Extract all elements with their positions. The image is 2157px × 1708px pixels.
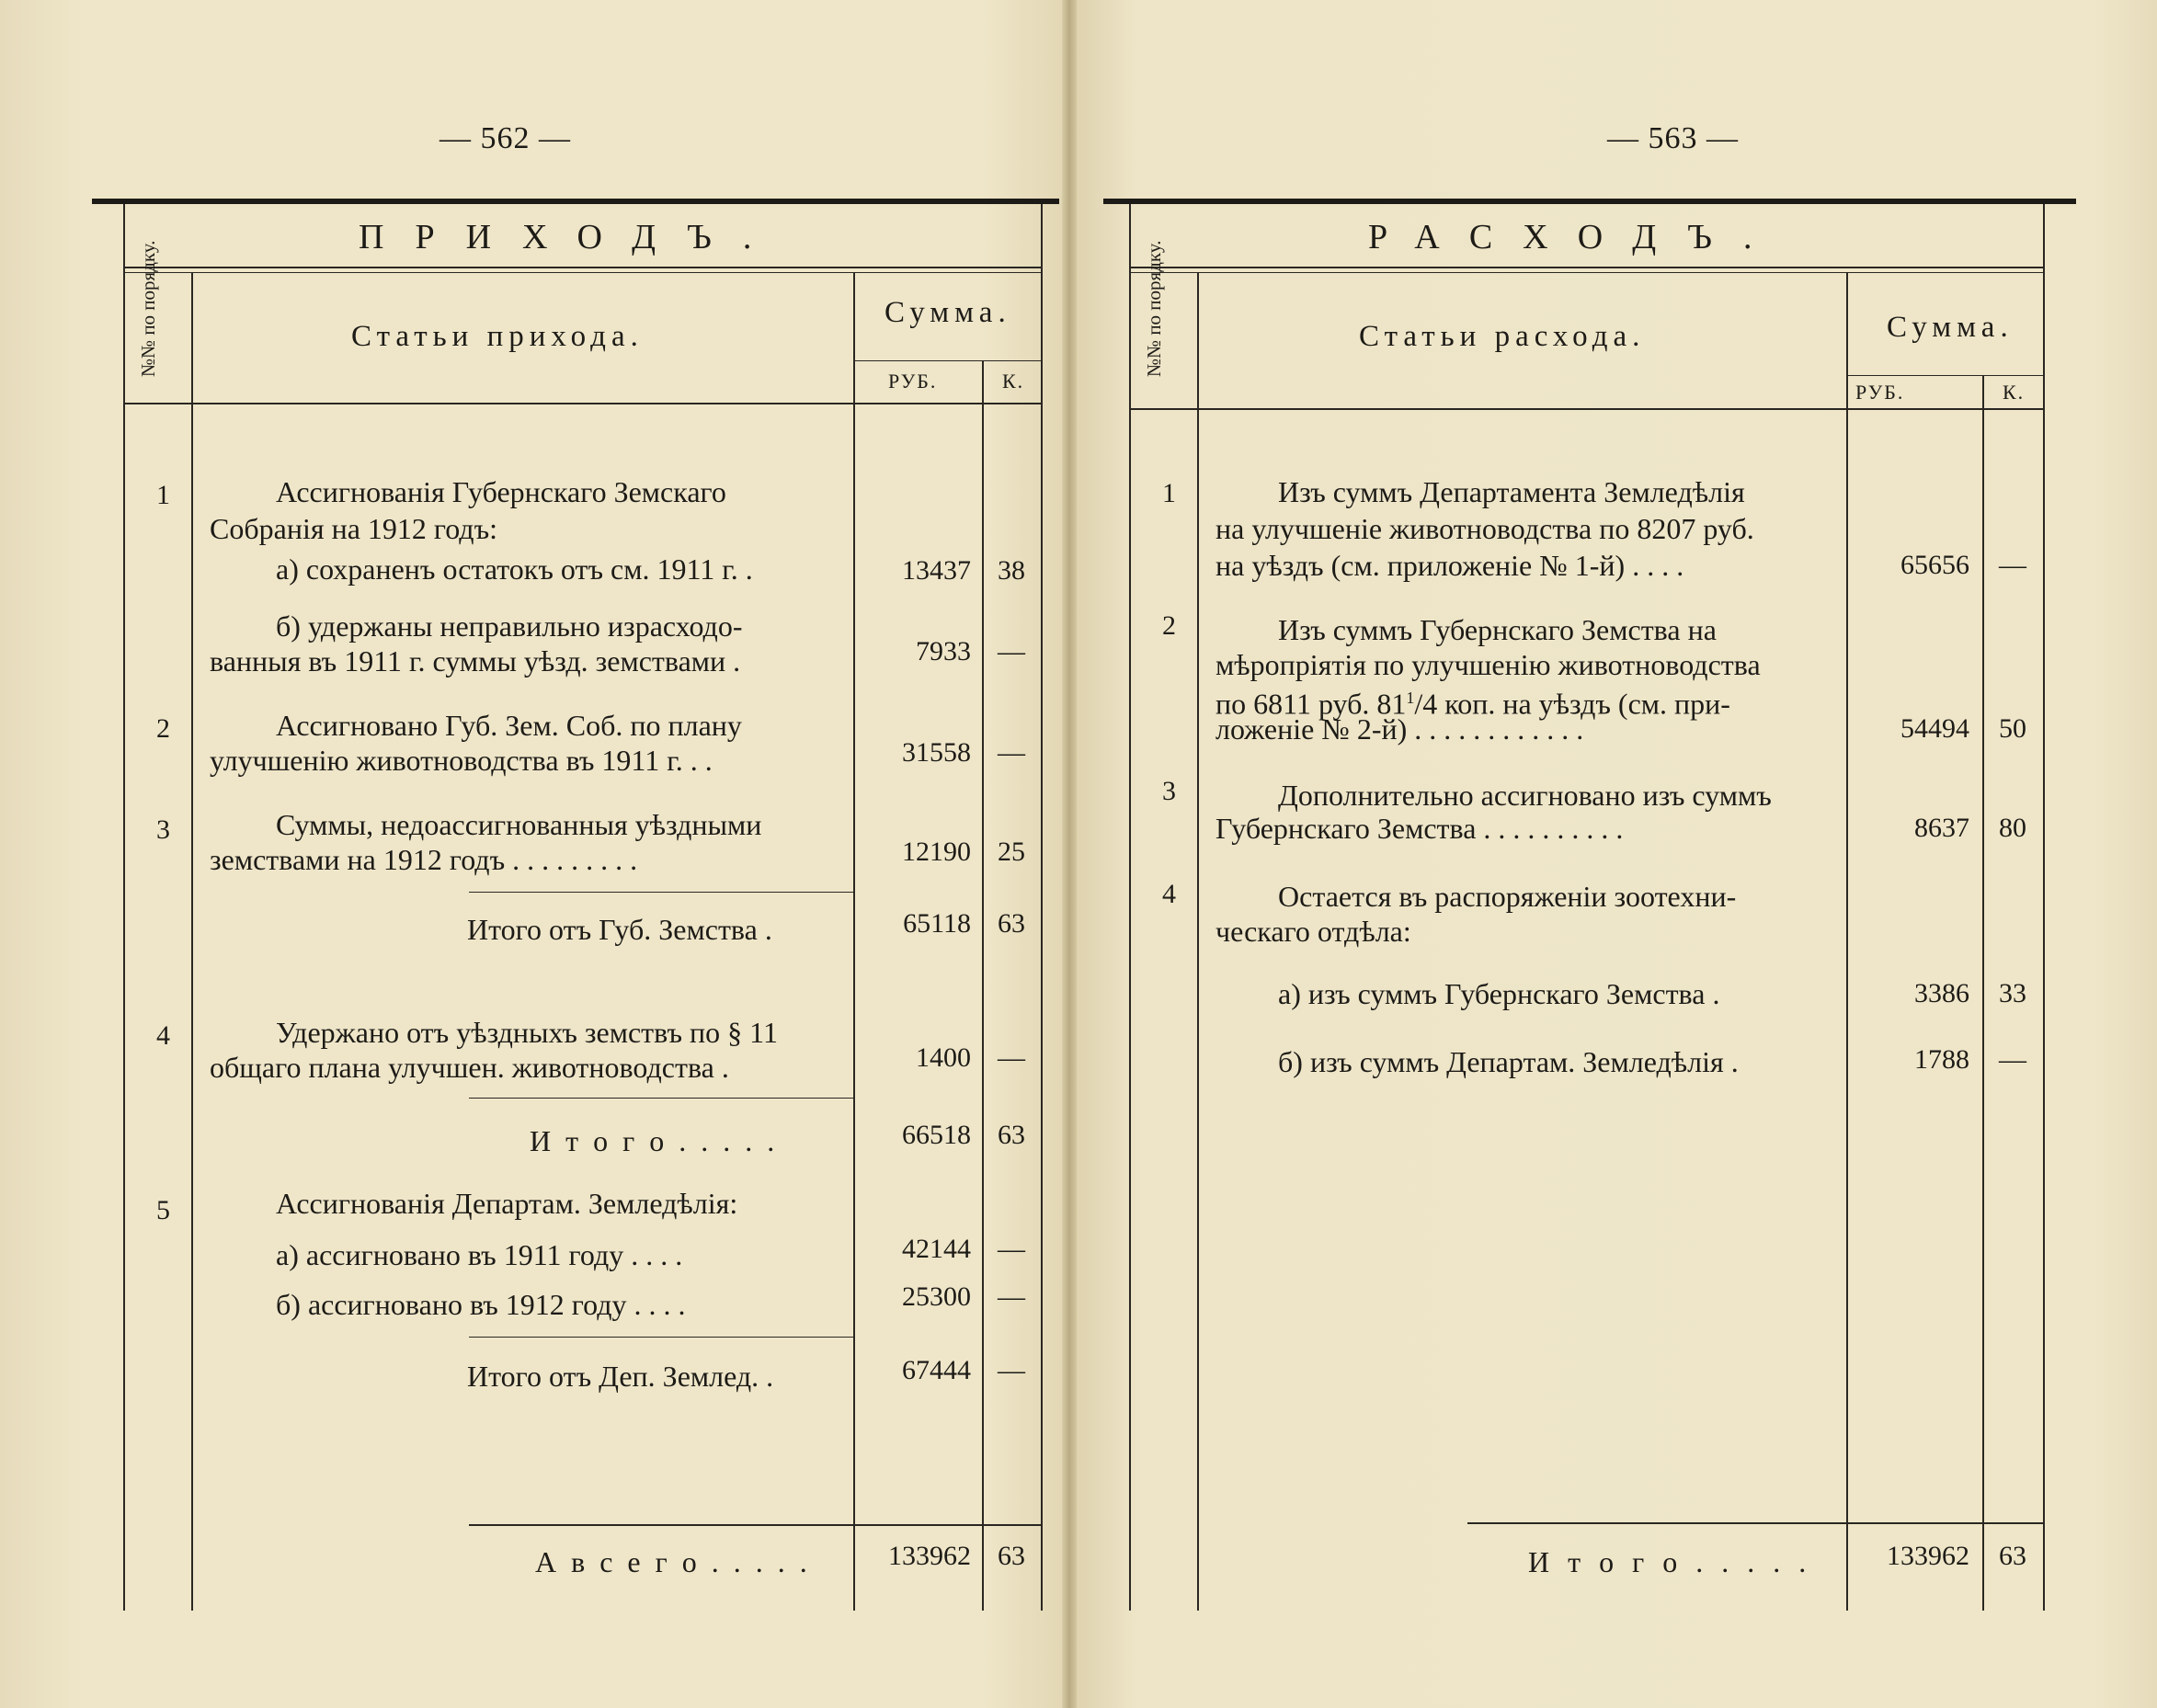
left-table-border-right bbox=[1041, 204, 1043, 1611]
left-sum-divider bbox=[853, 272, 855, 1611]
left-amount-kop: — bbox=[998, 1355, 1025, 1385]
right-amount-rub: 1788 bbox=[1914, 1044, 1969, 1075]
left-header-rule bbox=[123, 403, 1041, 404]
left-row-text: ванныя въ 1911 г. суммы уѣзд. земствами . bbox=[210, 644, 741, 678]
right-header-rule bbox=[1129, 408, 2043, 410]
right-table-border-right bbox=[2043, 204, 2045, 1611]
left-col-divider bbox=[191, 272, 193, 1611]
left-amount-kop: — bbox=[998, 737, 1025, 768]
left-amount-kop: 63 bbox=[998, 1120, 1025, 1150]
right-row-text: ческаго отдѣла: bbox=[1215, 915, 1411, 948]
left-table-border bbox=[123, 204, 125, 1611]
right-col-rub: РУБ. bbox=[1855, 381, 1905, 404]
left-row-text: а) ассигновано въ 1911 году . . . . bbox=[276, 1238, 683, 1271]
left-amount-rub: 42144 bbox=[902, 1234, 971, 1264]
right-row-text: Изъ суммъ Губернскаго Земства на bbox=[1278, 613, 1717, 646]
left-row-text: Ассигнованія Губернскаго Земскаго bbox=[276, 475, 726, 508]
right-sum-rule bbox=[1846, 375, 2043, 376]
left-sum-rule bbox=[853, 360, 1041, 361]
right-title-rule-2 bbox=[1129, 272, 2043, 273]
right-amount-kop: 50 bbox=[1999, 713, 2026, 744]
left-row-text: общаго плана улучшен. животноводства . bbox=[210, 1051, 729, 1084]
right-row-text: Изъ суммъ Департамента Земледѣлія bbox=[1278, 475, 1745, 508]
left-col-items: Статьи прихода. bbox=[351, 320, 644, 353]
right-amount-rub: 65656 bbox=[1900, 550, 1969, 580]
right-total-rule bbox=[1467, 1522, 2043, 1524]
right-row-text: Дополнительно ассигновано изъ суммъ bbox=[1278, 779, 1772, 812]
left-row-text: Собранія на 1912 годъ: bbox=[210, 512, 498, 545]
left-row-number: 5 bbox=[156, 1195, 170, 1225]
left-row-text: а) сохраненъ остатокъ отъ см. 1911 г. . bbox=[276, 552, 753, 586]
right-col-sum: Сумма. bbox=[1887, 311, 2014, 344]
left-row-text: улучшенію животноводства въ 1911 г. . . bbox=[210, 744, 713, 777]
left-amount-kop: 38 bbox=[998, 555, 1025, 586]
right-amount-rub: 3386 bbox=[1914, 978, 1969, 1008]
right-title-rule bbox=[1129, 267, 2043, 268]
left-kop-divider bbox=[982, 360, 984, 1611]
right-row-text: Губернскаго Земства . . . . . . . . . . bbox=[1215, 812, 1624, 845]
right-row-text: на уѣздъ (см. приложеніе № 1-й) . . . . bbox=[1215, 549, 1684, 582]
left-total-rule bbox=[469, 1098, 853, 1099]
left-row-number: 1 bbox=[156, 480, 170, 510]
left-subtotal-label: Итого отъ Деп. Землед. . bbox=[467, 1360, 774, 1393]
left-row-number: 2 bbox=[156, 713, 170, 744]
right-col-items: Статьи расхода. bbox=[1359, 320, 1646, 353]
right-col-kop: К. bbox=[2003, 381, 2026, 404]
right-total-rub: 133962 bbox=[1887, 1541, 1969, 1571]
left-row-number: 3 bbox=[156, 814, 170, 845]
left-row-text: Ассигновано Губ. Зем. Соб. по плану bbox=[276, 709, 742, 742]
right-page-number: — 563 — bbox=[1607, 121, 1739, 155]
left-amount-kop: — bbox=[998, 636, 1025, 666]
left-amount-rub: 31558 bbox=[902, 737, 971, 768]
right-row-text: б) изъ суммъ Департам. Земледѣлія . bbox=[1278, 1045, 1739, 1078]
left-page-number: — 562 — bbox=[439, 121, 571, 155]
left-amount-rub: 67444 bbox=[902, 1355, 971, 1385]
left-amount-rub: 7933 bbox=[916, 636, 971, 666]
right-row-number: 4 bbox=[1162, 879, 1176, 909]
right-row-number: 2 bbox=[1162, 610, 1176, 641]
left-subtotal-label: Итого отъ Губ. Земства . bbox=[467, 913, 772, 946]
right-row-text: на улучшеніе животноводства по 8207 руб. bbox=[1215, 512, 1754, 545]
right-amount-kop: 80 bbox=[1999, 813, 2026, 843]
left-grand-total-kop: 63 bbox=[998, 1541, 1025, 1571]
left-amount-rub: 25300 bbox=[902, 1281, 971, 1312]
right-total-kop: 63 bbox=[1999, 1541, 2026, 1571]
right-row-number: 1 bbox=[1162, 478, 1176, 508]
left-amount-rub: 1400 bbox=[916, 1042, 971, 1073]
right-total-label: И т о г о . . . . . bbox=[1528, 1545, 1812, 1578]
left-grand-total-rub: 133962 bbox=[888, 1541, 971, 1571]
left-subtotal-rule bbox=[469, 892, 853, 893]
right-amount-kop: — bbox=[1999, 1044, 2026, 1075]
book-gutter bbox=[1062, 0, 1077, 1708]
right-row-number: 3 bbox=[1162, 776, 1176, 806]
right-row-text: Остается въ распоряженіи зоотехни- bbox=[1278, 880, 1737, 913]
right-amount-kop: — bbox=[1999, 550, 2026, 580]
right-amount-kop: 33 bbox=[1999, 978, 2026, 1008]
right-row-text-sup: 1 bbox=[1406, 689, 1415, 707]
left-grand-rule bbox=[469, 1524, 1041, 1526]
left-col-rub: РУБ. bbox=[888, 370, 938, 393]
left-amount-rub: 12190 bbox=[902, 837, 971, 867]
left-amount-kop: 63 bbox=[998, 908, 1025, 939]
right-amount-rub: 8637 bbox=[1914, 813, 1969, 843]
right-title: РАСХОДЪ. bbox=[1368, 218, 1784, 256]
right-amount-rub: 54494 bbox=[1900, 713, 1969, 744]
left-amount-rub: 65118 bbox=[903, 908, 971, 939]
right-col-no: №№ по порядку. bbox=[1143, 240, 1165, 377]
right-sum-divider bbox=[1846, 272, 1848, 1611]
right-row-text: мѣропріятія по улучшенію животноводства bbox=[1215, 648, 1761, 681]
left-amount-kop: 25 bbox=[998, 837, 1025, 867]
left-amount-kop: — bbox=[998, 1234, 1025, 1264]
left-row-text: Суммы, недоассигнованныя уѣздными bbox=[276, 808, 762, 841]
right-row-text-part: /4 коп. на уѣздъ (см. при- bbox=[1414, 687, 1730, 721]
left-top-rule bbox=[92, 199, 1059, 204]
left-col-sum: Сумма. bbox=[884, 296, 1011, 329]
right-table-border bbox=[1129, 204, 1131, 1611]
left-title: ПРИХОДЪ. bbox=[359, 218, 783, 256]
left-amount-kop: — bbox=[998, 1042, 1025, 1073]
left-amount-kop: — bbox=[998, 1281, 1025, 1312]
left-col-kop: К. bbox=[1002, 370, 1025, 393]
right-top-rule bbox=[1103, 199, 2076, 204]
left-subtotal-rule bbox=[469, 1337, 853, 1338]
left-amount-rub: 13437 bbox=[902, 555, 971, 586]
left-amount-rub: 66518 bbox=[902, 1120, 971, 1150]
left-total-label: И т о г о . . . . . bbox=[530, 1124, 779, 1157]
left-title-rule-2 bbox=[123, 272, 1041, 273]
left-row-text: б) удержаны неправильно израсходо- bbox=[276, 609, 743, 643]
left-col-no: №№ по порядку. bbox=[137, 240, 159, 377]
left-row-text: Удержано отъ уѣздныхъ земствъ по § 11 bbox=[276, 1016, 778, 1049]
left-row-text: земствами на 1912 годъ . . . . . . . . . bbox=[210, 843, 638, 876]
left-row-text: Ассигнованія Департам. Земледѣлія: bbox=[276, 1187, 738, 1220]
left-grand-total-label: А в с е г о . . . . . bbox=[535, 1545, 811, 1578]
right-row-text: а) изъ суммъ Губернскаго Земства . bbox=[1278, 977, 1720, 1010]
right-col-divider bbox=[1197, 272, 1199, 1611]
left-row-number: 4 bbox=[156, 1020, 170, 1051]
right-row-text: ложеніе № 2-й) . . . . . . . . . . . . bbox=[1215, 712, 1584, 746]
left-title-rule bbox=[123, 267, 1041, 268]
left-row-text: б) ассигновано въ 1912 году . . . . bbox=[276, 1288, 686, 1321]
right-row-text-part: по 6811 руб. 81 bbox=[1215, 687, 1407, 721]
